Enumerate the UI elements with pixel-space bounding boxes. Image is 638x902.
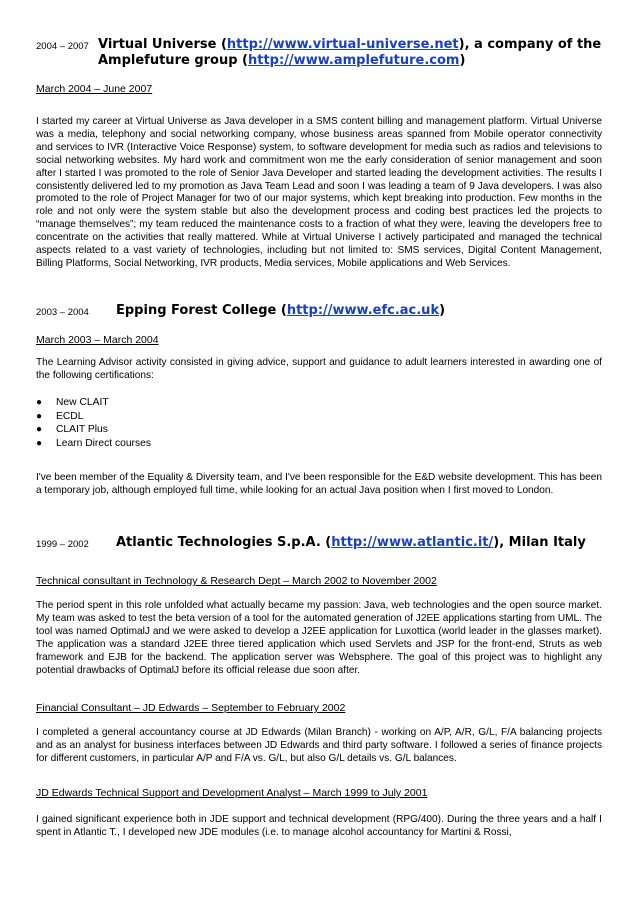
list-item <box>36 423 151 437</box>
group-link[interactable]: http://www.amplefuture.com <box>248 53 460 68</box>
company-link[interactable]: http://www.virtual-universe.net <box>226 37 459 52</box>
role-description: The period spent in this role unfolded what actually became my passion: Java, web technologies and the open source market. My team was asked to test the beta version of a tool for the automated generation of J2EE applications starting from UML. The tool was named OptimalJ and we were asked to develop a J2EE application for Luxottica (world leader in the glasses market). The application was a standard J2EE three tiered application which used Servlets and JSP for the front-end, Struts as web framework and EJB for the backend. The application server was Websphere. The goal of this project was to highlight any potential drawbacks of OptimalJ before its official release due soon after. <box>36 600 602 676</box>
list-item-label: CLAIT Plus <box>56 424 108 436</box>
job-description-extra: I've been member of the Equality & Diversity team, and I've been responsible for the E&D website development. This has been a temporary job, although employed full time, while looking for an actual Java position when I first moved to London. <box>36 472 602 496</box>
job-dates: 2003 – 2004 <box>36 307 89 318</box>
company-suffix: ), a company of the <box>458 37 602 52</box>
company-name: Atlantic Technologies S.p.A. ( <box>116 535 332 550</box>
job-virtual-universe <box>36 36 602 269</box>
role-period: March 2003 – March 2004 <box>36 334 159 346</box>
company-title <box>116 534 586 552</box>
group-suffix: ) <box>459 53 466 68</box>
job-header <box>36 36 602 68</box>
job-epping-forest <box>36 302 602 496</box>
list-item <box>36 410 151 424</box>
list-item-label: ECDL <box>56 410 84 422</box>
job-dates: 1999 – 2002 <box>36 539 89 550</box>
list-item-label: Learn Direct courses <box>56 437 151 449</box>
role-title: JD Edwards Technical Support and Development Analyst – March 1999 to July 2001 <box>36 787 428 799</box>
group-name: Amplefuture group ( <box>98 53 248 68</box>
company-name: Virtual Universe ( <box>98 37 227 52</box>
role-period: March 2004 – June 2007 <box>36 83 153 95</box>
role-title: Technical consultant in Technology & Research Dept – March 2002 to November 2002 <box>36 575 437 587</box>
company-suffix: ), Milan Italy <box>493 535 586 550</box>
company-title-line2 <box>98 52 465 70</box>
job-description: The Learning Advisor activity consisted in giving advice, support and guidance to adult learners interested in awarding one of the following certifications: <box>36 357 602 381</box>
job-header <box>36 534 602 552</box>
role-title: Financial Consultant – JD Edwards – September to February 2002 <box>36 702 346 714</box>
company-suffix: ) <box>439 303 446 318</box>
company-link[interactable]: http://www.atlantic.it/ <box>331 535 494 550</box>
bullet-icon: ● <box>36 424 43 436</box>
bullet-icon: ● <box>36 397 43 408</box>
list-item <box>36 396 151 410</box>
role-description: I completed a general accountancy course at JD Edwards (Milan Branch) - working on A/P, A/R, G/L, F/A balancing projects and as an analyst for business interfaces between JD Edwards and third party software. I followed a series of finance projects for different customers, in particular A/P and F/A vs. G/L, but also G/L details vs. G/L balances. <box>36 727 602 764</box>
company-title <box>116 302 445 320</box>
job-description: I started my career at Virtual Universe as Java developer in a SMS content billing and management platform. Virtual Universe was a media, telephony and social networking company, whose business areas spanned from Mobile operator connectivity and services to IVR (Interactive Voice Response) system, to software development for media such as radios and televisions to social networking websites. My hard work and commitment won me the early consideration of senior management and soon after I started I was promoted to the role of Senior Java Developer and started leading the development activities. The results I consistently delivered led to my promotion as Java Team Lead and soon I was leading a team of 9 Java developers. I was also promoted to the role of Project Manager for two of our major systems, which kept breaking into production. Few months in the role and not only were the system stable but also the development process and coding best practices led the projects to “manage themselves”; my team reduced the maintenance costs to a fraction of what they were, leaving the developers free to concentrate on the activities that really mattered. While at Virtual Universe I actively participated and managed the technical aspects related to a vast variety of technologies, including but not limited to: SMS services, Digital Content Management, Billing Platforms, Social Networking, IVR products, Media services, Mobile applications and Web Services. <box>36 116 602 269</box>
bullet-icon: ● <box>36 410 43 422</box>
job-dates: 2004 – 2007 <box>36 41 89 52</box>
job-atlantic-technologies <box>36 534 602 838</box>
list-item <box>36 437 151 451</box>
certification-list <box>36 396 151 450</box>
job-header <box>36 302 602 320</box>
list-item-label: New CLAIT <box>56 397 109 408</box>
company-name: Epping Forest College ( <box>116 303 287 318</box>
company-link[interactable]: http://www.efc.ac.uk <box>286 303 440 318</box>
role-description: I gained significant experience both in JDE support and technical development (RPG/400). During the three years and a half I spent in Atlantic T., I developed new JDE modules (i.e. to manage alcohol accountancy for Martini & Rossi, <box>36 814 602 838</box>
bullet-icon: ● <box>36 437 43 449</box>
